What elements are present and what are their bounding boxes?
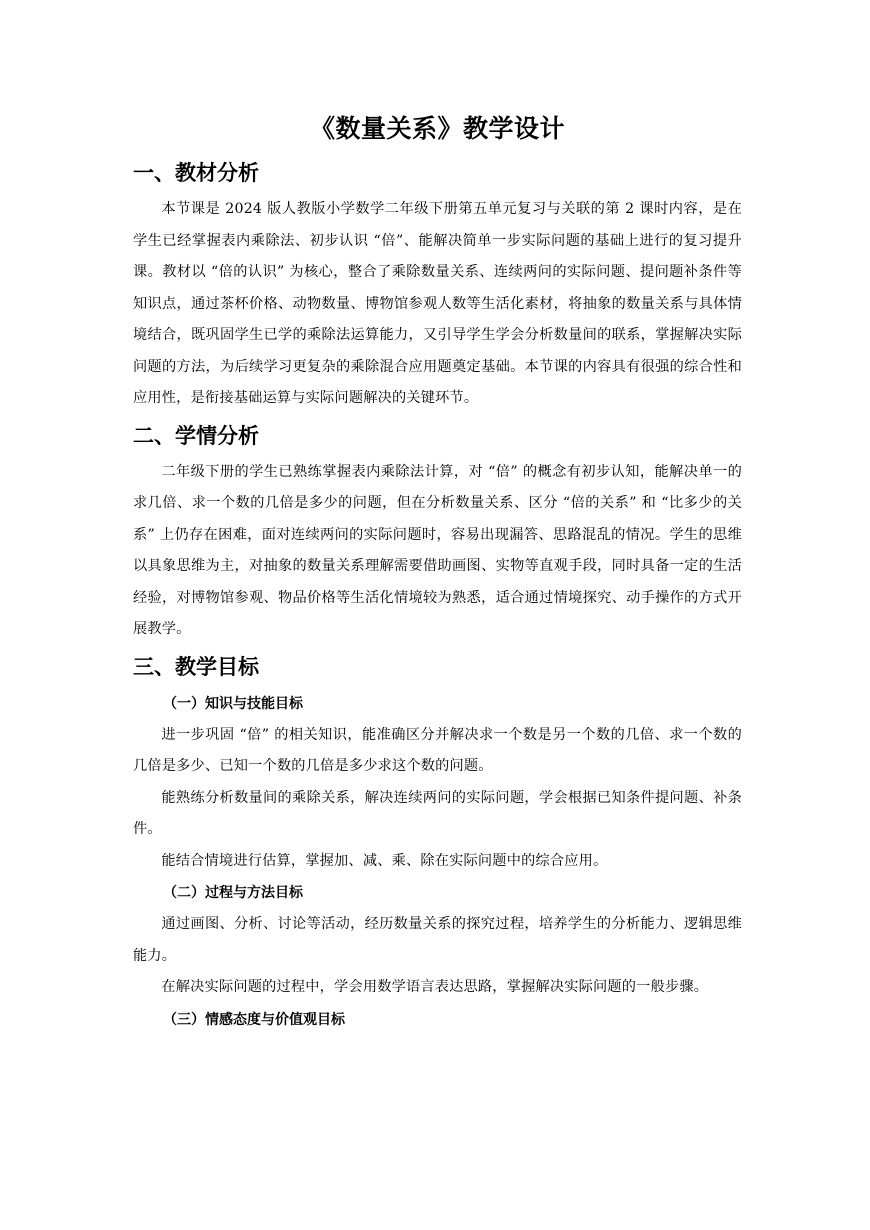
- process-objective-1: 通过画图、分析、讨论等活动，经历数量关系的探究过程，培养学生的分析能力、逻辑思维能力。: [133, 916, 742, 964]
- subheading-emotion-values: （三）情感态度与价值观目标: [163, 1011, 345, 1028]
- subheading-process-methods: （二）过程与方法目标: [163, 885, 303, 901]
- process-objective-2: 在解决实际问题的过程中，学会用数学语言表达思路，掌握解决实际问题的一般步骤。: [161, 979, 709, 995]
- knowledge-objective-1: 进一步巩固 “倍” 的相关知识，能准确区分并解决求一个数是另一个数的几倍、求一个数的几倍是多少、已知一个数的几倍是多少求这个数的问题。: [133, 726, 742, 774]
- section-heading-textbook-analysis: 一、教材分析: [133, 161, 259, 185]
- learner-analysis-paragraph: 二年级下册的学生已熟练掌握表内乘除法计算，对 “倍” 的概念有初步认知，能解决单一的求几倍、求一个数的几倍是多少的问题，但在分析数量关系、区分 “倍的关系” 和 “比多少的关系” 上仍存在困难，面对连续两问的实际问题时，容易出现漏答、思路混乱的情况。学生的思维以具象思维为主，对抽象的数量关系理解需要借助画图、实物等直观手段，同时具备一定的生活经验，对博物馆参观、物品价格等生活化情境较为熟悉，适合通过情境探究、动手操作的方式开展教学。: [133, 463, 742, 637]
- section-heading-teaching-objectives: 三、教学目标: [133, 654, 259, 679]
- section-heading-learner-analysis: 二、学情分析: [133, 423, 259, 448]
- knowledge-objective-3: 能结合情境进行估算，掌握加、减、乘、除在实际问题中的综合应用。: [161, 852, 608, 869]
- textbook-analysis-paragraph: 本节课是 2024 版人教版小学数学二年级下册第五单元复习与关联的第 2 课时内容，是在学生已经掌握表内乘除法、初步认识 “倍”、能解决简单一步实际问题的基础上进行的复习提升课。教材以 “倍的认识” 为核心，整合了乘除数量关系、连续两问的实际问题、提问题补条件等知识点，通过茶杯价格、动物数量、博物馆参观人数等生活化素材，将抽象的数量关系与具体情境结合，既巩固学生已学的乘除法运算能力，又引导学生学会分析数量间的联系，掌握解决实际问题的方法，为后续学习更复杂的乘除混合应用题奠定基础。本节课的内容具有很强的综合性和应用性，是衔接基础运算与实际问题解决的关键环节。: [133, 201, 742, 406]
- knowledge-objective-2: 能熟练分析数量间的乘除关系，解决连续两问的实际问题，学会根据已知条件提问题、补条件。: [133, 789, 742, 837]
- page-title: 《数量关系》教学设计: [309, 114, 565, 143]
- subheading-knowledge-skills: （一）知识与技能目标: [163, 695, 303, 712]
